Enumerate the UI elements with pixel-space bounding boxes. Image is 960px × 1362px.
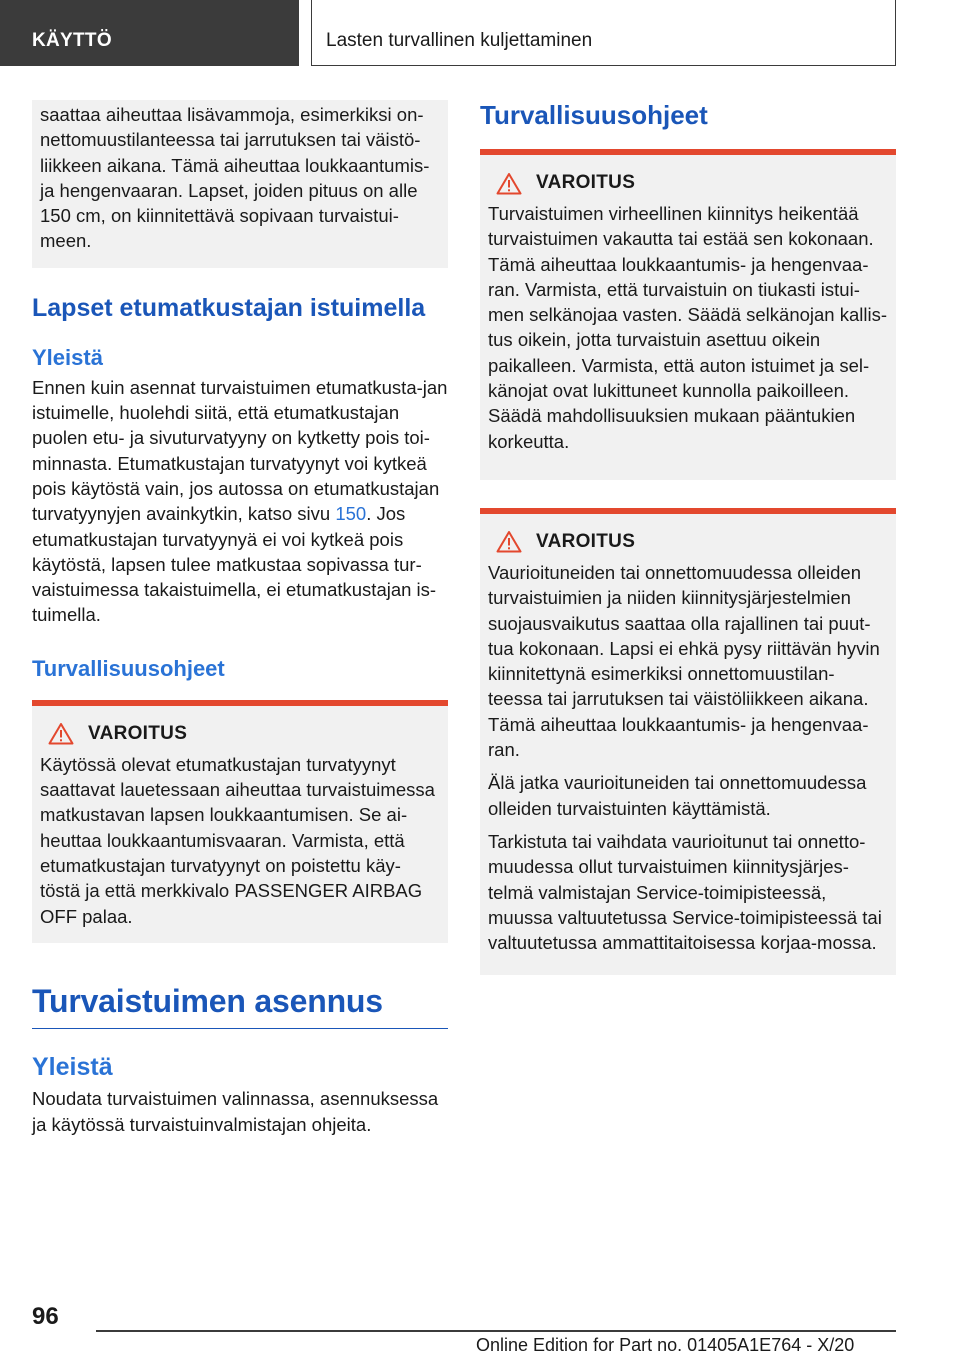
general-text-after: . Jos etumatkustajan turvatyynyä ei voi kytkeä pois käytöstä, lapsen tulee matkustaa sopivassa tur-vaistuimessa takaistuimella, ei etumatkustajan is-tuimella. xyxy=(32,503,437,626)
warning-block-damaged xyxy=(480,508,896,975)
chapter-title: Lasten turvallinen kuljettaminen xyxy=(311,0,896,66)
section-title-installation: Turvaistuimen asennus xyxy=(32,982,383,1019)
continued-warning-box xyxy=(32,100,448,268)
subheading-general-2: Yleistä xyxy=(32,1053,113,1082)
warning-text: Käytössä olevat etumatkustajan turvatyynyt saattavat lauetessaan aiheuttaa turvaistuimessa matkustavan lapsen loukkaantumisen. Se ai-heuttaa loukkaantumisvaaran. Varmista, että etumatkustajan turvatyynyt on poistettu käy-töstä ja että merkkivalo PASSENGER AIRBAG OFF palaa. xyxy=(40,753,435,927)
warning-box xyxy=(480,155,896,480)
page-number: 96 xyxy=(32,1303,59,1330)
warning-text: Turvaistuimen virheellinen kiinnitys heikentää turvaistuimen vakautta tai estää sen kokonaan. Tämä aiheuttaa loukkaantumis- ja hengenvaa-ran. Varmista, että turvaistuin on tiukasti istui-men selkänojaa vasten. Säädä selkänojan kallis-tus oikein, jotta turvaistuin asettuu oikein paikalleen. Varmista, että auton istuimet ja sel-känojat ovat lukittuneet kunnolla paikoilleen. Säädä mahdollisuuksien mukaan pääntukien korkeutta. xyxy=(488,203,888,452)
section-title-front-seat: Lapset etumatkustajan istuimella xyxy=(32,293,426,322)
warning-header xyxy=(488,167,888,199)
warning-paragraph-3: Tarkistuta tai vaihdata vaurioitunut tai onnetto-muudessa ollut turvaistuimen kiinnitysjärjes-telmä valmistajan Service-toimipisteessä, muussa valtuutetussa Service-toimipisteessä tai valtuutetussa ammattitaitoisessa korjaa-mossa. xyxy=(488,830,882,954)
subheading-safety: Turvallisuusohjeet xyxy=(32,655,225,681)
warning-triangle-icon xyxy=(48,722,74,745)
general-text-before: Ennen kuin asennat turvaistuimen etumatkusta-jan istuimelle, huolehdi siitä, että etumatkustajan puolen etu- ja sivuturvatyyny on kytketty pois toi-minnasta. Etumatkustajan turvatyynyt voi kytkeä pois käytöstä vain, jos autossa on etumatkustajan turvatyynyjen avainkytkin, katso sivu xyxy=(32,376,448,525)
left-column xyxy=(32,100,448,1137)
installation-paragraph: Noudata turvaistuimen valinnassa, asennuksessa ja käytössä turvaistuinvalmistajan ohjeita. xyxy=(32,1088,439,1135)
warning-header xyxy=(40,718,440,750)
right-column xyxy=(480,100,896,975)
section-title-safety: Turvallisuusohjeet xyxy=(480,100,708,130)
warning-triangle-icon xyxy=(496,172,522,195)
warning-block-airbag xyxy=(32,700,448,943)
warning-title: VAROITUS xyxy=(536,530,636,552)
warning-paragraph-2: Älä jatka vaurioituneiden tai onnettomuudessa olleiden turvaistuinten käyttämistä. xyxy=(488,772,867,819)
edition-text: Online Edition for Part no. 01405A1E764 - X/20 xyxy=(476,1335,855,1355)
general-paragraph xyxy=(32,375,448,628)
warning-paragraph-1: Vaurioituneiden tai onnettomuudessa olleiden turvaistuimien ja niiden kiinnitysjärjestelmien suojausvaikutus saattaa olla rajallinen tai puut-tua kokonaan. Lapsi ei ehkä pysy riittävän hyvin kiinnitettynä esimerkiksi onnettomuustilan-teessa tai jarrutuksen tai väistöliikkeen aikana. Tämä aiheuttaa loukkaantumis- ja hengenvaa-ran. xyxy=(488,561,880,761)
warning-header xyxy=(488,526,888,558)
footer-rule xyxy=(96,1330,896,1332)
subheading-general: Yleistä xyxy=(32,344,103,370)
warning-triangle-icon xyxy=(496,530,522,553)
warning-box xyxy=(480,514,896,975)
warning-title: VAROITUS xyxy=(536,172,636,193)
warning-box xyxy=(32,706,448,943)
section-rule xyxy=(32,1028,448,1030)
page-header xyxy=(0,0,960,66)
section-tab: KÄYTTÖ xyxy=(0,0,299,66)
continued-warning-text: saattaa aiheuttaa lisävammoja, esimerkiksi on-nettomuustilanteessa tai jarrutuksen tai väistö-liikkeen aikana. Tämä aiheuttaa loukkaantumis-ja hengenvaaran. Lapset, joiden pituus on alle 150 cm, on kiinnitettävä sopivaan turvaistui-meen. xyxy=(40,104,430,252)
page-link-150[interactable]: 150 xyxy=(335,503,367,525)
warning-title: VAROITUS xyxy=(88,722,188,744)
warning-block-mounting xyxy=(480,149,896,480)
